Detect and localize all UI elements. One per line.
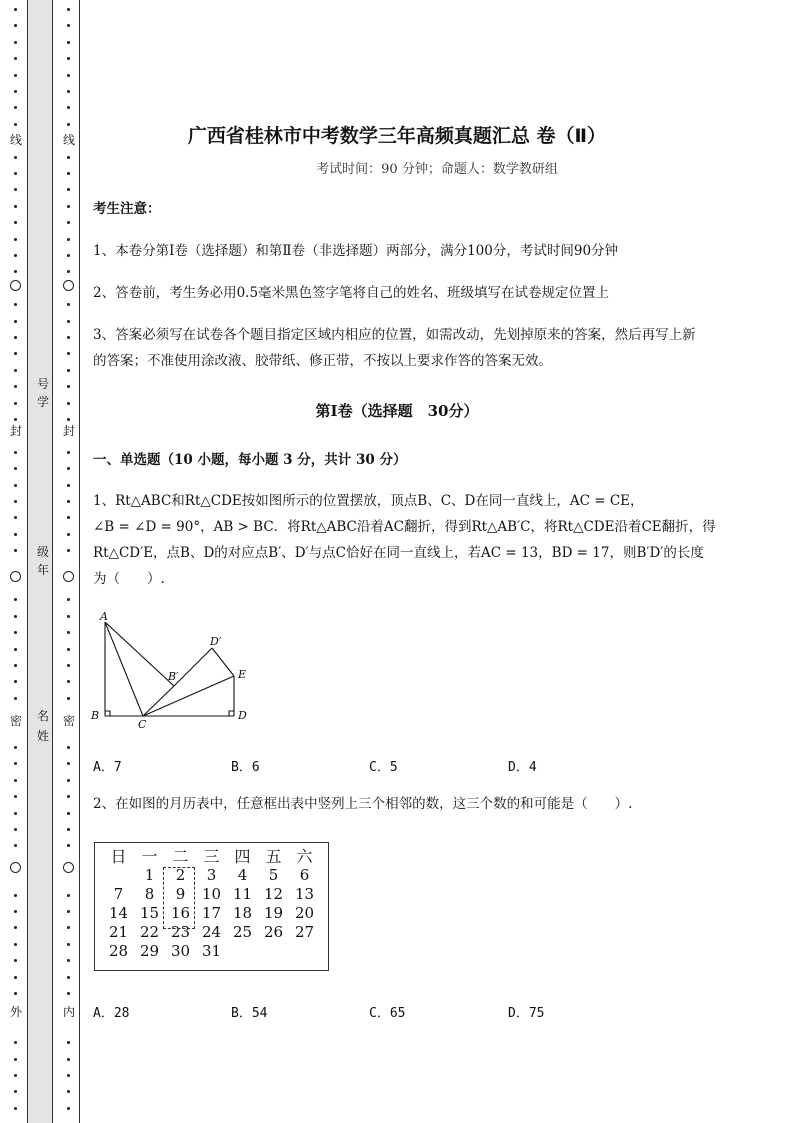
calendar-cell: 7 <box>113 885 124 903</box>
binding-dot <box>67 795 70 798</box>
segment-d1e <box>212 648 234 676</box>
binding-dot <box>14 270 17 273</box>
calendar-cell: 5 <box>268 866 279 884</box>
binding-dot <box>14 894 17 897</box>
question-1-figure <box>88 608 268 733</box>
binding-dot <box>14 1041 17 1044</box>
weekday-header: 三 <box>203 847 220 866</box>
binding-dot <box>67 533 70 536</box>
binding-dot <box>67 762 70 765</box>
calendar-cell: 13 <box>294 885 315 903</box>
label-a: A <box>100 610 108 623</box>
binding-dot <box>67 467 70 470</box>
binding-dot <box>14 221 17 224</box>
calendar-cell: 8 <box>144 885 155 903</box>
notice-item: 1、本卷分第Ⅰ卷（选择题）和第Ⅱ卷（非选择题）两部分，满分100分，考试时间90分钟 <box>93 243 619 259</box>
binding-label: 线 <box>62 133 75 147</box>
section-title: 第Ⅰ卷（选择题 30分） <box>315 402 479 420</box>
binding-label: 密 <box>9 714 22 728</box>
binding-label: 封 <box>9 424 22 438</box>
binding-dot <box>67 598 70 601</box>
binding-dot <box>14 631 17 634</box>
binding-dot <box>67 320 70 323</box>
notice-heading: 考生注意： <box>93 201 161 217</box>
binding-dot <box>67 844 70 847</box>
weekday-header: 日 <box>110 847 127 866</box>
binding-dot <box>14 533 17 536</box>
binding-dot <box>14 484 17 487</box>
binding-dot <box>67 352 70 355</box>
binding-dot <box>67 1058 70 1061</box>
binding-dot <box>67 1041 70 1044</box>
binding-dot <box>67 648 70 651</box>
strip-label: 学 <box>36 395 49 409</box>
binding-dot <box>67 976 70 979</box>
calendar-cell: 23 <box>170 923 191 941</box>
label-e: E <box>238 668 247 681</box>
binding-dot <box>14 303 17 306</box>
segment-ab1 <box>105 622 174 686</box>
calendar-cell: 18 <box>232 904 253 922</box>
right-angle-b <box>105 711 110 716</box>
segment-ac <box>105 622 143 716</box>
binding-dot <box>67 1090 70 1093</box>
binding-dot <box>67 828 70 831</box>
option-a[interactable]: A．28 <box>93 1006 130 1021</box>
binding-dot <box>67 451 70 454</box>
binding-dot <box>14 90 17 93</box>
notice-item: 3、答案必须写在试卷各个题目指定区域内相应的位置，如需改动，先划掉原来的答案，然后再写上新 <box>93 327 696 343</box>
outer-dot-column <box>11 0 21 1123</box>
binding-label: 密 <box>62 714 75 728</box>
binding-dot <box>67 680 70 683</box>
weekday-header: 六 <box>296 847 313 866</box>
calendar-cell: 24 <box>201 923 222 941</box>
binding-dot <box>67 24 70 27</box>
calendar-cell: 2 <box>175 866 186 884</box>
calendar-cell: 3 <box>206 866 217 884</box>
binding-dot <box>67 516 70 519</box>
calendar-cell: 12 <box>263 885 284 903</box>
binding-dot <box>14 500 17 503</box>
binding-dot <box>14 943 17 946</box>
binding-dot <box>14 795 17 798</box>
binding-dot <box>14 385 17 388</box>
binding-dot <box>14 352 17 355</box>
calendar-cell <box>289 942 320 961</box>
binding-dot <box>67 156 70 159</box>
right-angle-d <box>229 711 234 716</box>
label-d: D <box>238 709 247 722</box>
binding-dot <box>14 74 17 77</box>
binding-dot <box>14 254 17 257</box>
inner-dot-column <box>64 0 74 1123</box>
binding-dot <box>14 1074 17 1077</box>
binding-dot <box>67 41 70 44</box>
binding-dot <box>14 516 17 519</box>
calendar-cell: 31 <box>201 942 222 960</box>
binding-dot <box>14 926 17 929</box>
binding-hole-ring <box>10 571 21 582</box>
binding-dot <box>14 828 17 831</box>
binding-dot <box>14 451 17 454</box>
binding-dot <box>67 779 70 782</box>
binding-dot <box>67 90 70 93</box>
calendar-cell <box>227 942 258 961</box>
calendar-cell: 29 <box>139 942 160 960</box>
calendar-cell: 10 <box>201 885 222 903</box>
calendar-cell <box>258 942 289 961</box>
binding-dot <box>14 779 17 782</box>
binding-dot <box>14 812 17 815</box>
calendar-cell: 1 <box>144 866 155 884</box>
binding-dot <box>67 270 70 273</box>
strip-label: 年 <box>36 563 49 577</box>
weekday-header: 四 <box>234 847 251 866</box>
binding-dot <box>67 926 70 929</box>
page-title: 广西省桂林市中考数学三年高频真题汇总 卷（Ⅱ） <box>187 125 607 147</box>
question-2-stem: 2、在如图的月历表中，任意框出表中竖列上三个相邻的数，这三个数的和可能是（ ）. <box>93 796 633 812</box>
calendar-cell: 26 <box>263 923 284 941</box>
binding-dot <box>14 680 17 683</box>
dashed-selection-box <box>163 867 195 929</box>
binding-dot <box>67 238 70 241</box>
binding-hole-ring <box>63 571 74 582</box>
strip-label: 级 <box>36 545 49 559</box>
option-c[interactable]: C．5 <box>369 760 398 775</box>
binding-dot <box>67 369 70 372</box>
option-b[interactable]: B．54 <box>231 1006 268 1021</box>
calendar-cell: 14 <box>108 904 129 922</box>
label-d-prime: D′ <box>210 635 222 648</box>
binding-dot <box>67 385 70 388</box>
binding-dot <box>67 188 70 191</box>
binding-dot <box>14 976 17 979</box>
binding-dot <box>67 57 70 60</box>
binding-dot <box>14 762 17 765</box>
binding-dot <box>67 254 70 257</box>
binding-dot <box>14 320 17 323</box>
calendar-cell: 6 <box>299 866 310 884</box>
notice-item: 2、答卷前，考生务必用0.5毫米黑色签字笔将自己的姓名、班级填写在试卷规定位置上 <box>93 285 610 301</box>
binding-dot <box>14 336 17 339</box>
binding-dot <box>67 959 70 962</box>
binding-dot <box>14 992 17 995</box>
calendar-cell: 21 <box>108 923 129 941</box>
binding-hole-ring <box>63 862 74 873</box>
question-1-line: 为（ ）. <box>93 571 165 587</box>
calendar-cell: 22 <box>139 923 160 941</box>
binding-dot <box>67 615 70 618</box>
calendar-cell: 9 <box>175 885 186 903</box>
binding-dot <box>14 188 17 191</box>
binding-label: 内 <box>62 1005 75 1019</box>
weekday-header: 五 <box>265 847 282 866</box>
binding-hole-ring <box>63 280 74 291</box>
binding-label: 外 <box>9 1005 22 1019</box>
binding-dot <box>14 1107 17 1110</box>
binding-dot <box>67 992 70 995</box>
binding-dot <box>14 959 17 962</box>
binding-dot <box>67 106 70 109</box>
binding-dot <box>67 221 70 224</box>
calendar-cell: 20 <box>294 904 315 922</box>
option-c[interactable]: C．65 <box>369 1006 406 1021</box>
binding-dot <box>67 664 70 667</box>
calendar-cell: 25 <box>232 923 253 941</box>
binding-dot <box>14 172 17 175</box>
binding-dot <box>14 648 17 651</box>
option-d[interactable]: D．4 <box>508 760 537 775</box>
calendar-cell: 28 <box>108 942 129 960</box>
calendar-cell: 19 <box>263 904 284 922</box>
binding-hole-ring <box>10 280 21 291</box>
binding-dot <box>14 106 17 109</box>
binding-dot <box>14 1058 17 1061</box>
binding-dot <box>67 697 70 700</box>
binding-dot <box>14 8 17 11</box>
question-1-line: ∠B = ∠D = 90°，AB > BC．将Rt△ABC沿着AC翻折，得到Rt△AB′C，将Rt△CDE沿着CE翻折，得 <box>93 519 716 535</box>
calendar-cell: 17 <box>201 904 222 922</box>
option-d[interactable]: D．75 <box>508 1006 545 1021</box>
binding-dot <box>14 205 17 208</box>
binding-dot <box>67 746 70 749</box>
binding-dot <box>67 894 70 897</box>
weekday-header: 一 <box>141 847 158 866</box>
label-c: C <box>138 718 147 731</box>
binding-dot <box>67 500 70 503</box>
binding-dot <box>14 1090 17 1093</box>
question-1-line: Rt△CD′E，点B、D的对应点B′、D′与点C恰好在同一直线上，若AC = 13，BD = 17，则B′D′的长度 <box>93 545 704 561</box>
label-b: B <box>91 709 100 722</box>
binding-label: 线 <box>9 133 22 147</box>
question-1-line: 1、Rt△ABC和Rt△CDE按如图所示的位置摆放，顶点B、C、D在同一直线上，AC = CE， <box>93 493 644 509</box>
binding-dot <box>67 484 70 487</box>
binding-hole-ring <box>10 862 21 873</box>
exam-info: 考试时间：90 分钟；命题人：数学教研组 <box>316 162 558 177</box>
binding-dot <box>67 812 70 815</box>
strip-label: 名 <box>36 709 49 723</box>
binding-dot <box>67 172 70 175</box>
label-b-prime: B′ <box>168 670 179 683</box>
binding-dot <box>67 1107 70 1110</box>
binding-dot <box>67 303 70 306</box>
segment-b1c <box>143 686 174 716</box>
binding-dot <box>14 615 17 618</box>
calendar-table <box>94 842 329 971</box>
strip-label: 号 <box>36 377 49 391</box>
calendar-cell: 16 <box>170 904 191 922</box>
calendar-cell: 15 <box>139 904 160 922</box>
binding-dot <box>14 238 17 241</box>
binding-label: 封 <box>62 424 75 438</box>
binding-dot <box>67 549 70 552</box>
option-a[interactable]: A．7 <box>93 760 122 775</box>
binding-dot <box>14 549 17 552</box>
binding-dot <box>67 205 70 208</box>
binding-dot <box>14 41 17 44</box>
binding-dot <box>67 943 70 946</box>
part-heading: 一、单选题（10 小题，每小题 3 分，共计 30 分） <box>93 452 407 468</box>
binding-dot <box>67 336 70 339</box>
binding-dot <box>14 57 17 60</box>
binding-dot <box>67 631 70 634</box>
notice-item: 的答案；不准使用涂改液、胶带纸、修正带，不按以上要求作答的答案无效。 <box>93 353 552 369</box>
binding-dot <box>14 746 17 749</box>
binding-dot <box>14 156 17 159</box>
binding-dot <box>14 369 17 372</box>
binding-dot <box>14 844 17 847</box>
segment-b1d1 <box>174 648 212 686</box>
binding-dot <box>67 1074 70 1077</box>
binding-dot <box>14 24 17 27</box>
calendar-cell: 11 <box>232 885 253 903</box>
calendar-cell: 27 <box>294 923 315 941</box>
binding-dot <box>67 74 70 77</box>
binding-dot <box>67 8 70 11</box>
binding-dot <box>14 697 17 700</box>
segment-ce <box>143 676 234 716</box>
binding-dot <box>67 910 70 913</box>
strip-label: 姓 <box>36 729 49 743</box>
calendar-cell <box>103 866 134 885</box>
option-b[interactable]: B．6 <box>231 760 260 775</box>
binding-dot <box>14 598 17 601</box>
binding-dot <box>14 467 17 470</box>
binding-dot <box>14 664 17 667</box>
calendar-cell: 30 <box>170 942 191 960</box>
calendar-cell: 4 <box>237 866 248 884</box>
weekday-header: 二 <box>172 847 189 866</box>
binding-dot <box>14 910 17 913</box>
